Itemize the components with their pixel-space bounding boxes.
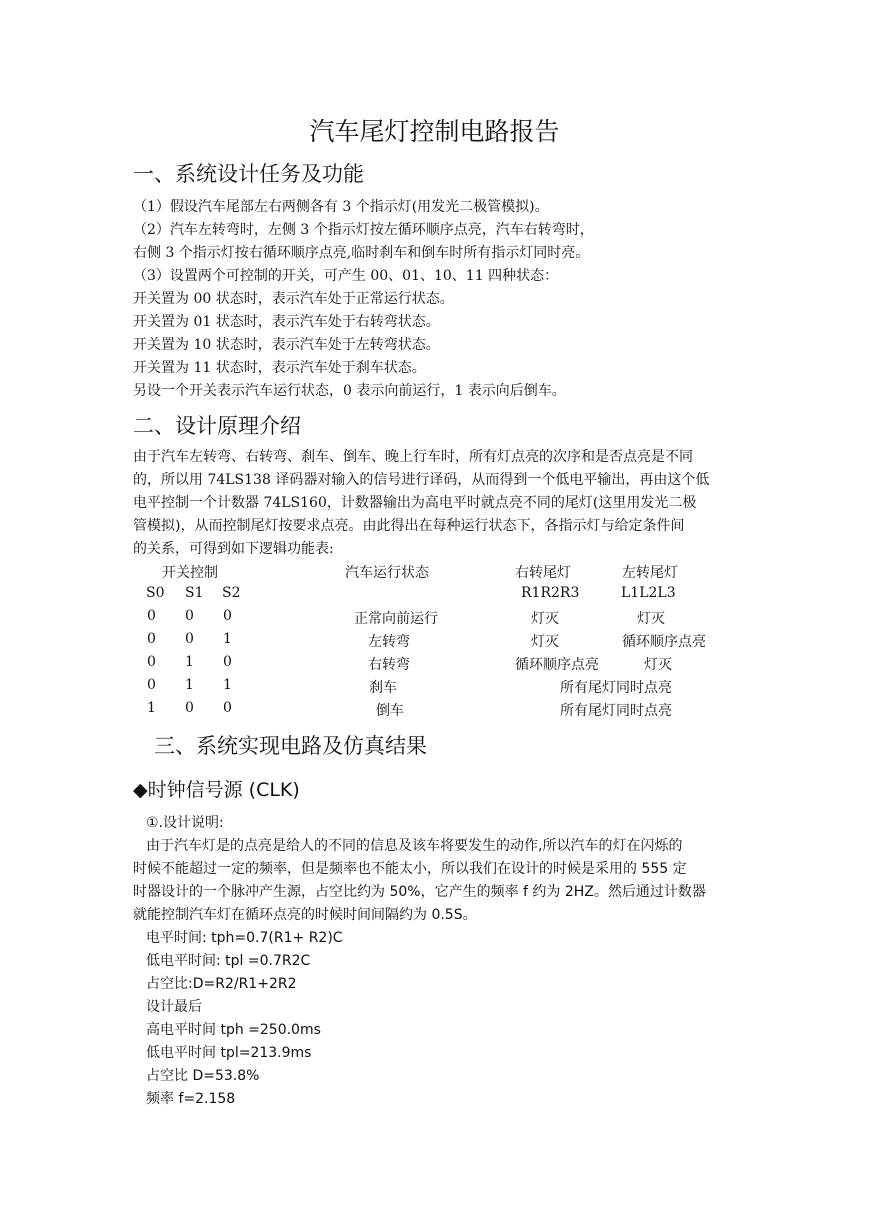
table-cell: 1	[223, 677, 232, 693]
table-cell: 0	[223, 654, 232, 670]
table-subheader: L1L2L3	[621, 585, 676, 601]
section3-line: 时候不能超过一定的频率，但是频率也不能太小，所以我们在设计的时候是采用的 555 定	[133, 861, 687, 877]
section2-line: 由于汽车左转弯、右转弯、刹车、倒车、晚上行车时，所有灯点亮的次序和是否点亮是不同	[133, 449, 693, 465]
section2-line: 电平控制一个计数器 74LS160，计数器输出为高电平时就点亮不同的尾灯(这里用发光二极	[133, 495, 697, 511]
table-header-switch: 开关控制	[162, 565, 218, 581]
table-cell: 灯灭	[531, 634, 559, 650]
section1-line: 开关置为 00 状态时，表示汽车处于正常运行状态。	[133, 291, 454, 307]
table-cell: 所有尾灯同时点亮	[560, 680, 672, 696]
table-cell: 刹车	[369, 680, 397, 696]
section1-line: 右侧 3 个指示灯按右循环顺序点亮,临时刹车和倒车时所有指示灯同时亮。	[133, 245, 590, 261]
section2-line: 的关系，可得到如下逻辑功能表:	[133, 541, 334, 557]
table-cell: 0	[147, 608, 156, 624]
section3-line: 就能控制汽车灯在循环点亮的时候时间间隔约为 0.5S。	[133, 907, 477, 923]
section1-line: （3）设置两个可控制的开关，可产生 00、01、10、11 四种状态：	[133, 268, 559, 284]
table-cell: 0	[223, 700, 232, 716]
formula-line: 电平时间: tph=0.7(R1+ R2)C	[146, 930, 343, 946]
table-cell: 灯灭	[637, 611, 665, 627]
table-cell: 所有尾灯同时点亮	[560, 703, 672, 719]
formula-line: 占空比:D=R2/R1+2R2	[146, 976, 297, 992]
table-cell: 0	[147, 631, 156, 647]
table-cell: 1	[223, 631, 232, 647]
formula-line: 低电平时间 tpl=213.9ms	[146, 1045, 312, 1061]
section2-line: 管模拟)，从而控制尾灯按要求点亮。由此得出在每种运行状态下，各指示灯与给定条件间	[133, 518, 685, 534]
table-header-right: 右转尾灯	[515, 565, 571, 581]
page-title: 汽车尾灯控制电路报告	[309, 117, 560, 146]
table-cell: 1	[185, 677, 194, 693]
table-cell: 右转弯	[368, 657, 410, 673]
section3-line: 时器设计的一个脉冲产生源，占空比约为 50%，它产生的频率 f 约为 2HZ。然后通过计数器	[133, 884, 706, 900]
table-header-left: 左转尾灯	[622, 565, 678, 581]
formula-line: 频率 f=2.158	[146, 1091, 236, 1107]
table-cell: 灯灭	[644, 657, 672, 673]
table-cell: 循环顺序点亮	[622, 634, 706, 650]
table-cell: 1	[147, 700, 156, 716]
section1-line: 开关置为 10 状态时，表示汽车处于左转弯状态。	[133, 337, 440, 353]
section-heading-2: 二、设计原理介绍	[133, 414, 301, 438]
formula-line: 占空比 D=53.8%	[146, 1068, 260, 1084]
table-cell: 0	[185, 700, 194, 716]
table-cell: 循环顺序点亮	[515, 657, 599, 673]
section2-line: 的，所以用 74LS138 译码器对输入的信号进行译码，从而得到一个低电平输出，再由这个低	[133, 472, 710, 488]
section1-line: 另设一个开关表示汽车运行状态，0 表示向前运行，1 表示向后倒车。	[133, 383, 566, 399]
table-subheader: S2	[222, 585, 241, 601]
table-subheader: S1	[185, 585, 204, 601]
table-cell: 倒车	[376, 703, 404, 719]
table-subheader: R1R2R3	[521, 585, 580, 601]
table-cell: 1	[185, 654, 194, 670]
section3-line: 由于汽车灯是的点亮是给人的不同的信息及该车将要发生的动作,所以汽车的灯在闪烁的	[146, 838, 683, 854]
table-header-state: 汽车运行状态	[345, 565, 429, 581]
section1-line: 开关置为 01 状态时，表示汽车处于右转弯状态。	[133, 314, 440, 330]
formula-line: 高电平时间 tph =250.0ms	[146, 1022, 321, 1038]
table-cell: 0	[185, 631, 194, 647]
section-heading-3: 三、系统实现电路及仿真结果	[154, 734, 427, 758]
table-cell: 0	[223, 608, 232, 624]
formula-line: 设计最后	[146, 999, 202, 1015]
formula-line: 低电平时间: tpl =0.7R2C	[146, 953, 311, 969]
table-cell: 正常向前运行	[354, 611, 438, 627]
section1-line: 开关置为 11 状态时，表示汽车处于刹车状态。	[133, 360, 426, 376]
design-note-label: ①.设计说明:	[146, 815, 224, 831]
section1-line: （2）汽车左转弯时，左侧 3 个指示灯按左循环顺序点亮，汽车右转弯时，	[133, 222, 594, 238]
section-heading-1: 一、系统设计任务及功能	[133, 162, 364, 186]
clk-subheading: ◆时钟信号源 (CLK)	[133, 779, 300, 801]
section1-line: （1）假设汽车尾部左右两侧各有 3 个指示灯(用发光二极管模拟)。	[133, 199, 549, 215]
table-cell: 左转弯	[368, 634, 410, 650]
table-subheader: S0	[146, 585, 165, 601]
table-cell: 0	[147, 654, 156, 670]
table-cell: 灯灭	[531, 611, 559, 627]
table-cell: 0	[147, 677, 156, 693]
table-cell: 0	[185, 608, 194, 624]
